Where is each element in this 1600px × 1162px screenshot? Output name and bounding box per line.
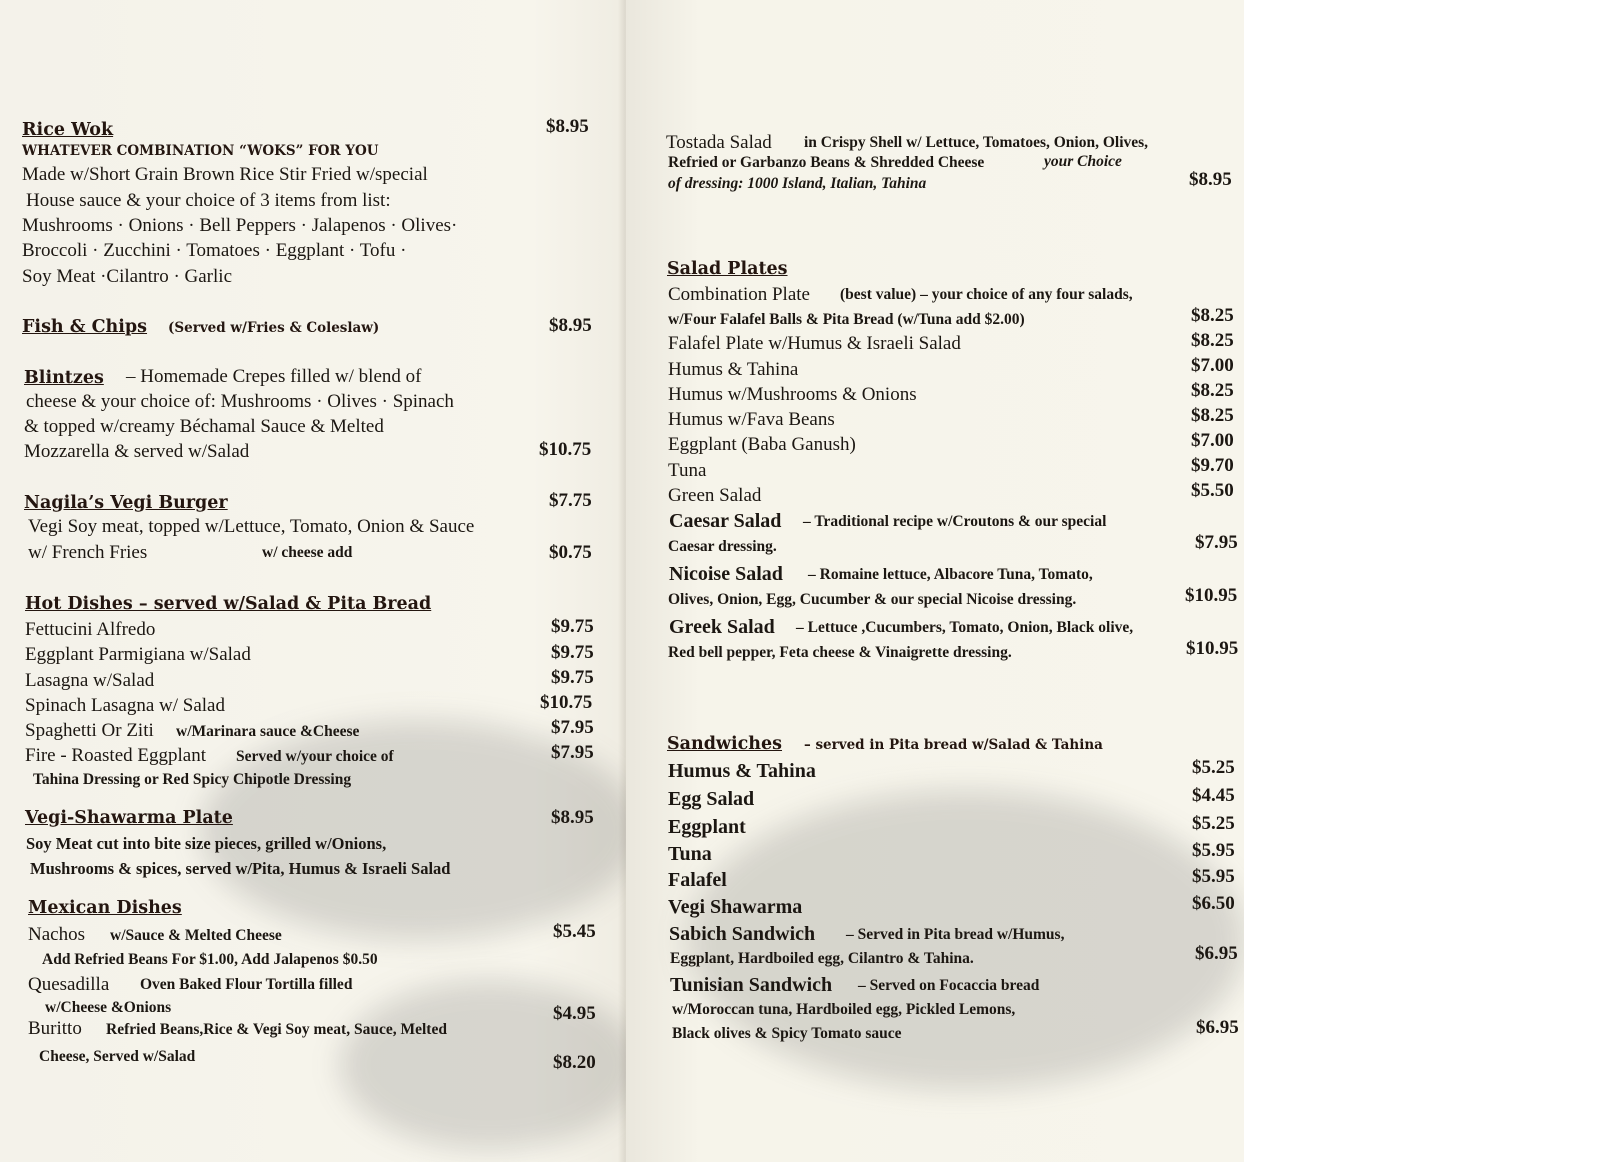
menu-item-name: Fire - Roasted Eggplant	[25, 745, 206, 766]
menu-item-name: Eggplant Parmigiana w/Salad	[25, 644, 251, 665]
shawarma-desc: Mushrooms & spices, served w/Pita, Humus & Israeli Salad	[30, 859, 451, 878]
shawarma-title: Vegi-Shawarma Plate	[25, 808, 233, 828]
menu-item-name: Eggplant	[668, 816, 746, 838]
vegi-burger-price: $7.75	[549, 490, 592, 511]
menu-item-price: $8.25	[1191, 380, 1234, 401]
rice-wok-desc-line: Soy Meat ·Cilantro · Garlic	[22, 266, 233, 287]
menu-item-note: Refried Beans,Rice & Vegi Soy meat, Sauce, Melted	[106, 1021, 447, 1038]
menu-item-name: Fettucini Alfredo	[25, 619, 156, 640]
vegi-burger-title: Nagila’s Vegi Burger	[24, 493, 228, 513]
mexican-title: Mexican Dishes	[28, 898, 182, 918]
combo-note: (best value) – your choice of any four salads,	[840, 286, 1133, 303]
hot-dishes-title: Hot Dishes – served w/Salad & Pita Bread	[25, 594, 432, 614]
sabich-price: $6.95	[1195, 943, 1238, 964]
menu-item-price: $5.25	[1192, 757, 1235, 778]
rice-wok-desc-line: Broccoli · Zucchini · Tomatoes · Eggplant · Tofu ·	[22, 240, 407, 261]
rice-wok-title: Rice Wok	[22, 120, 114, 140]
salad-plates-title: Salad Plates	[667, 259, 788, 279]
menu-item-note: Cheese, Served w/Salad	[39, 1048, 196, 1065]
tunisian-price: $6.95	[1196, 1017, 1239, 1038]
tunisian-name: Tunisian Sandwich	[670, 974, 833, 996]
menu-item-price: $5.95	[1192, 840, 1235, 861]
menu-item-note: Oven Baked Flour Tortilla filled	[140, 976, 353, 993]
tostada-price: $8.95	[1189, 169, 1232, 190]
fish-chips-note: (Served w/Fries & Coleslaw)	[168, 320, 380, 336]
menu-item-name: Lasagna w/Salad	[25, 670, 155, 691]
menu-item-price: $8.20	[553, 1052, 596, 1073]
shawarma-price: $8.95	[551, 807, 594, 828]
menu-item-name: Humus & Tahina	[668, 359, 799, 380]
vegi-burger-desc: w/ French Fries	[28, 542, 148, 563]
nicoise-note: – Romaine lettuce, Albacore Tuna, Tomato,	[808, 566, 1093, 583]
greek-name: Greek Salad	[669, 616, 775, 638]
menu-item-name: Egg Salad	[668, 788, 755, 810]
menu-item-note: Served w/your choice of	[236, 748, 394, 765]
menu-item-note: Tahina Dressing or Red Spicy Chipotle Dressing	[33, 771, 352, 788]
tunisian-note: w/Moroccan tuna, Hardboiled egg, Pickled Lemons,	[672, 1001, 1016, 1018]
rice-wok-desc-line: Made w/Short Grain Brown Rice Stir Fried w/special	[22, 164, 428, 185]
tostada-note: in Crispy Shell w/ Lettuce, Tomatoes, Onion, Olives,	[804, 134, 1149, 151]
menu-item-price: $5.45	[553, 921, 596, 942]
vegi-burger-addon: w/ cheese add	[262, 544, 353, 561]
menu-item-price: $7.00	[1191, 430, 1234, 451]
menu-item-note: w/Marinara sauce &Cheese	[176, 723, 360, 740]
caesar-price: $7.95	[1195, 532, 1238, 553]
menu-item-name: Humus w/Fava Beans	[668, 409, 835, 430]
menu-item-price: $5.50	[1191, 480, 1234, 501]
blintzes-desc-line: Mozzarella & served w/Salad	[24, 441, 250, 462]
blintzes-desc-line: cheese & your choice of: Mushrooms · Olives · Spinach	[26, 391, 454, 412]
menu-item-name: Eggplant (Baba Ganush)	[668, 434, 856, 455]
menu-page-right	[626, 0, 1244, 1162]
tostada-name: Tostada Salad	[666, 132, 772, 153]
menu-page-left	[0, 0, 626, 1162]
tunisian-note: – Served on Focaccia bread	[858, 977, 1040, 994]
menu-item-price: $7.95	[551, 717, 594, 738]
caesar-name: Caesar Salad	[669, 510, 782, 532]
menu-item-name: Vegi Shawarma	[668, 896, 803, 918]
caesar-note: Caesar dressing.	[668, 538, 777, 555]
menu-item-price: $10.75	[540, 692, 593, 713]
menu-item-name: Tuna	[668, 460, 707, 481]
menu-item-price: $4.45	[1192, 785, 1235, 806]
rice-wok-subtitle: WHATEVER COMBINATION “WOKS” FOR YOU	[22, 143, 379, 159]
fish-chips-title: Fish & Chips	[22, 317, 148, 337]
shawarma-desc: Soy Meat cut into bite size pieces, grilled w/Onions,	[26, 834, 387, 853]
menu-item-name: Quesadilla	[28, 974, 110, 995]
menu-item-note: Add Refried Beans For $1.00, Add Jalapenos $0.50	[42, 951, 378, 968]
sabich-name: Sabich Sandwich	[669, 923, 816, 945]
combo-name: Combination Plate	[668, 284, 810, 305]
menu-item-price: $9.70	[1191, 455, 1234, 476]
rice-wok-desc-line: House sauce & your choice of 3 items from list:	[26, 190, 391, 211]
sandwiches-subtitle: – served in Pita bread w/Salad & Tahina	[804, 737, 1103, 753]
vegi-burger-addon-price: $0.75	[549, 542, 592, 563]
rice-wok-desc-line: Mushrooms · Onions · Bell Peppers · Jalapenos · Olives·	[22, 215, 458, 236]
tostada-note: your Choice	[1044, 153, 1122, 170]
menu-item-name: Spaghetti Or Ziti	[25, 720, 154, 741]
greek-note: Red bell pepper, Feta cheese & Vinaigrette dressing.	[668, 644, 1012, 661]
menu-item-name: Humus & Tahina	[668, 760, 816, 782]
menu-item-note: w/Cheese &Onions	[45, 999, 172, 1016]
menu-item-name: Green Salad	[668, 485, 762, 506]
sabich-note: Eggplant, Hardboiled egg, Cilantro & Tahina.	[670, 950, 974, 967]
menu-item-name: Falafel Plate w/Humus & Israeli Salad	[668, 333, 961, 354]
tostada-note: of dressing: 1000 Island, Italian, Tahina	[668, 175, 927, 192]
combo-price: $8.25	[1191, 305, 1234, 326]
menu-item-note: w/Sauce & Melted Cheese	[110, 927, 282, 944]
greek-note: – Lettuce ,Cucumbers, Tomato, Onion, Black olive,	[796, 619, 1134, 636]
combo-note: w/Four Falafel Balls & Pita Bread (w/Tuna add $2.00)	[668, 311, 1025, 328]
tostada-note: Refried or Garbanzo Beans & Shredded Cheese	[668, 154, 985, 171]
fish-chips-price: $8.95	[549, 315, 592, 336]
nicoise-name: Nicoise Salad	[669, 563, 783, 585]
rice-wok-price: $8.95	[546, 116, 589, 137]
tunisian-note: Black olives & Spicy Tomato sauce	[672, 1025, 902, 1042]
nicoise-price: $10.95	[1185, 585, 1238, 606]
menu-item-price: $8.25	[1191, 405, 1234, 426]
sandwiches-title: Sandwiches	[667, 734, 783, 754]
greek-price: $10.95	[1186, 638, 1239, 659]
menu-item-price: $5.25	[1192, 813, 1235, 834]
menu-item-name: Humus w/Mushrooms & Onions	[668, 384, 917, 405]
blintzes-desc-line: & topped w/creamy Béchamal Sauce & Melted	[24, 416, 384, 437]
menu-item-price: $7.00	[1191, 355, 1234, 376]
menu-item-price: $8.25	[1191, 330, 1234, 351]
vegi-burger-desc: Vegi Soy meat, topped w/Lettuce, Tomato, Onion & Sauce	[28, 516, 475, 537]
menu-item-price: $9.75	[551, 667, 594, 688]
menu-item-name: Tuna	[668, 843, 712, 865]
menu-item-price: $7.95	[551, 742, 594, 763]
menu-item-price: $9.75	[551, 642, 594, 663]
menu-item-price: $4.95	[553, 1003, 596, 1024]
menu-item-name: Nachos	[28, 924, 85, 945]
caesar-note: – Traditional recipe w/Croutons & our special	[803, 513, 1107, 530]
menu-item-price: $5.95	[1192, 866, 1235, 887]
blintzes-price: $10.75	[539, 439, 592, 460]
menu-item-price: $6.50	[1192, 893, 1235, 914]
sabich-note: – Served in Pita bread w/Humus,	[846, 926, 1065, 943]
blintzes-title: Blintzes	[24, 368, 104, 388]
menu-item-name: Spinach Lasagna w/ Salad	[25, 695, 225, 716]
menu-item-name: Buritto	[28, 1018, 82, 1039]
nicoise-note: Olives, Onion, Egg, Cucumber & our special Nicoise dressing.	[668, 591, 1077, 608]
blintzes-desc-line: – Homemade Crepes filled w/ blend of	[126, 366, 422, 387]
menu-item-name: Falafel	[668, 869, 727, 891]
menu-item-price: $9.75	[551, 616, 594, 637]
